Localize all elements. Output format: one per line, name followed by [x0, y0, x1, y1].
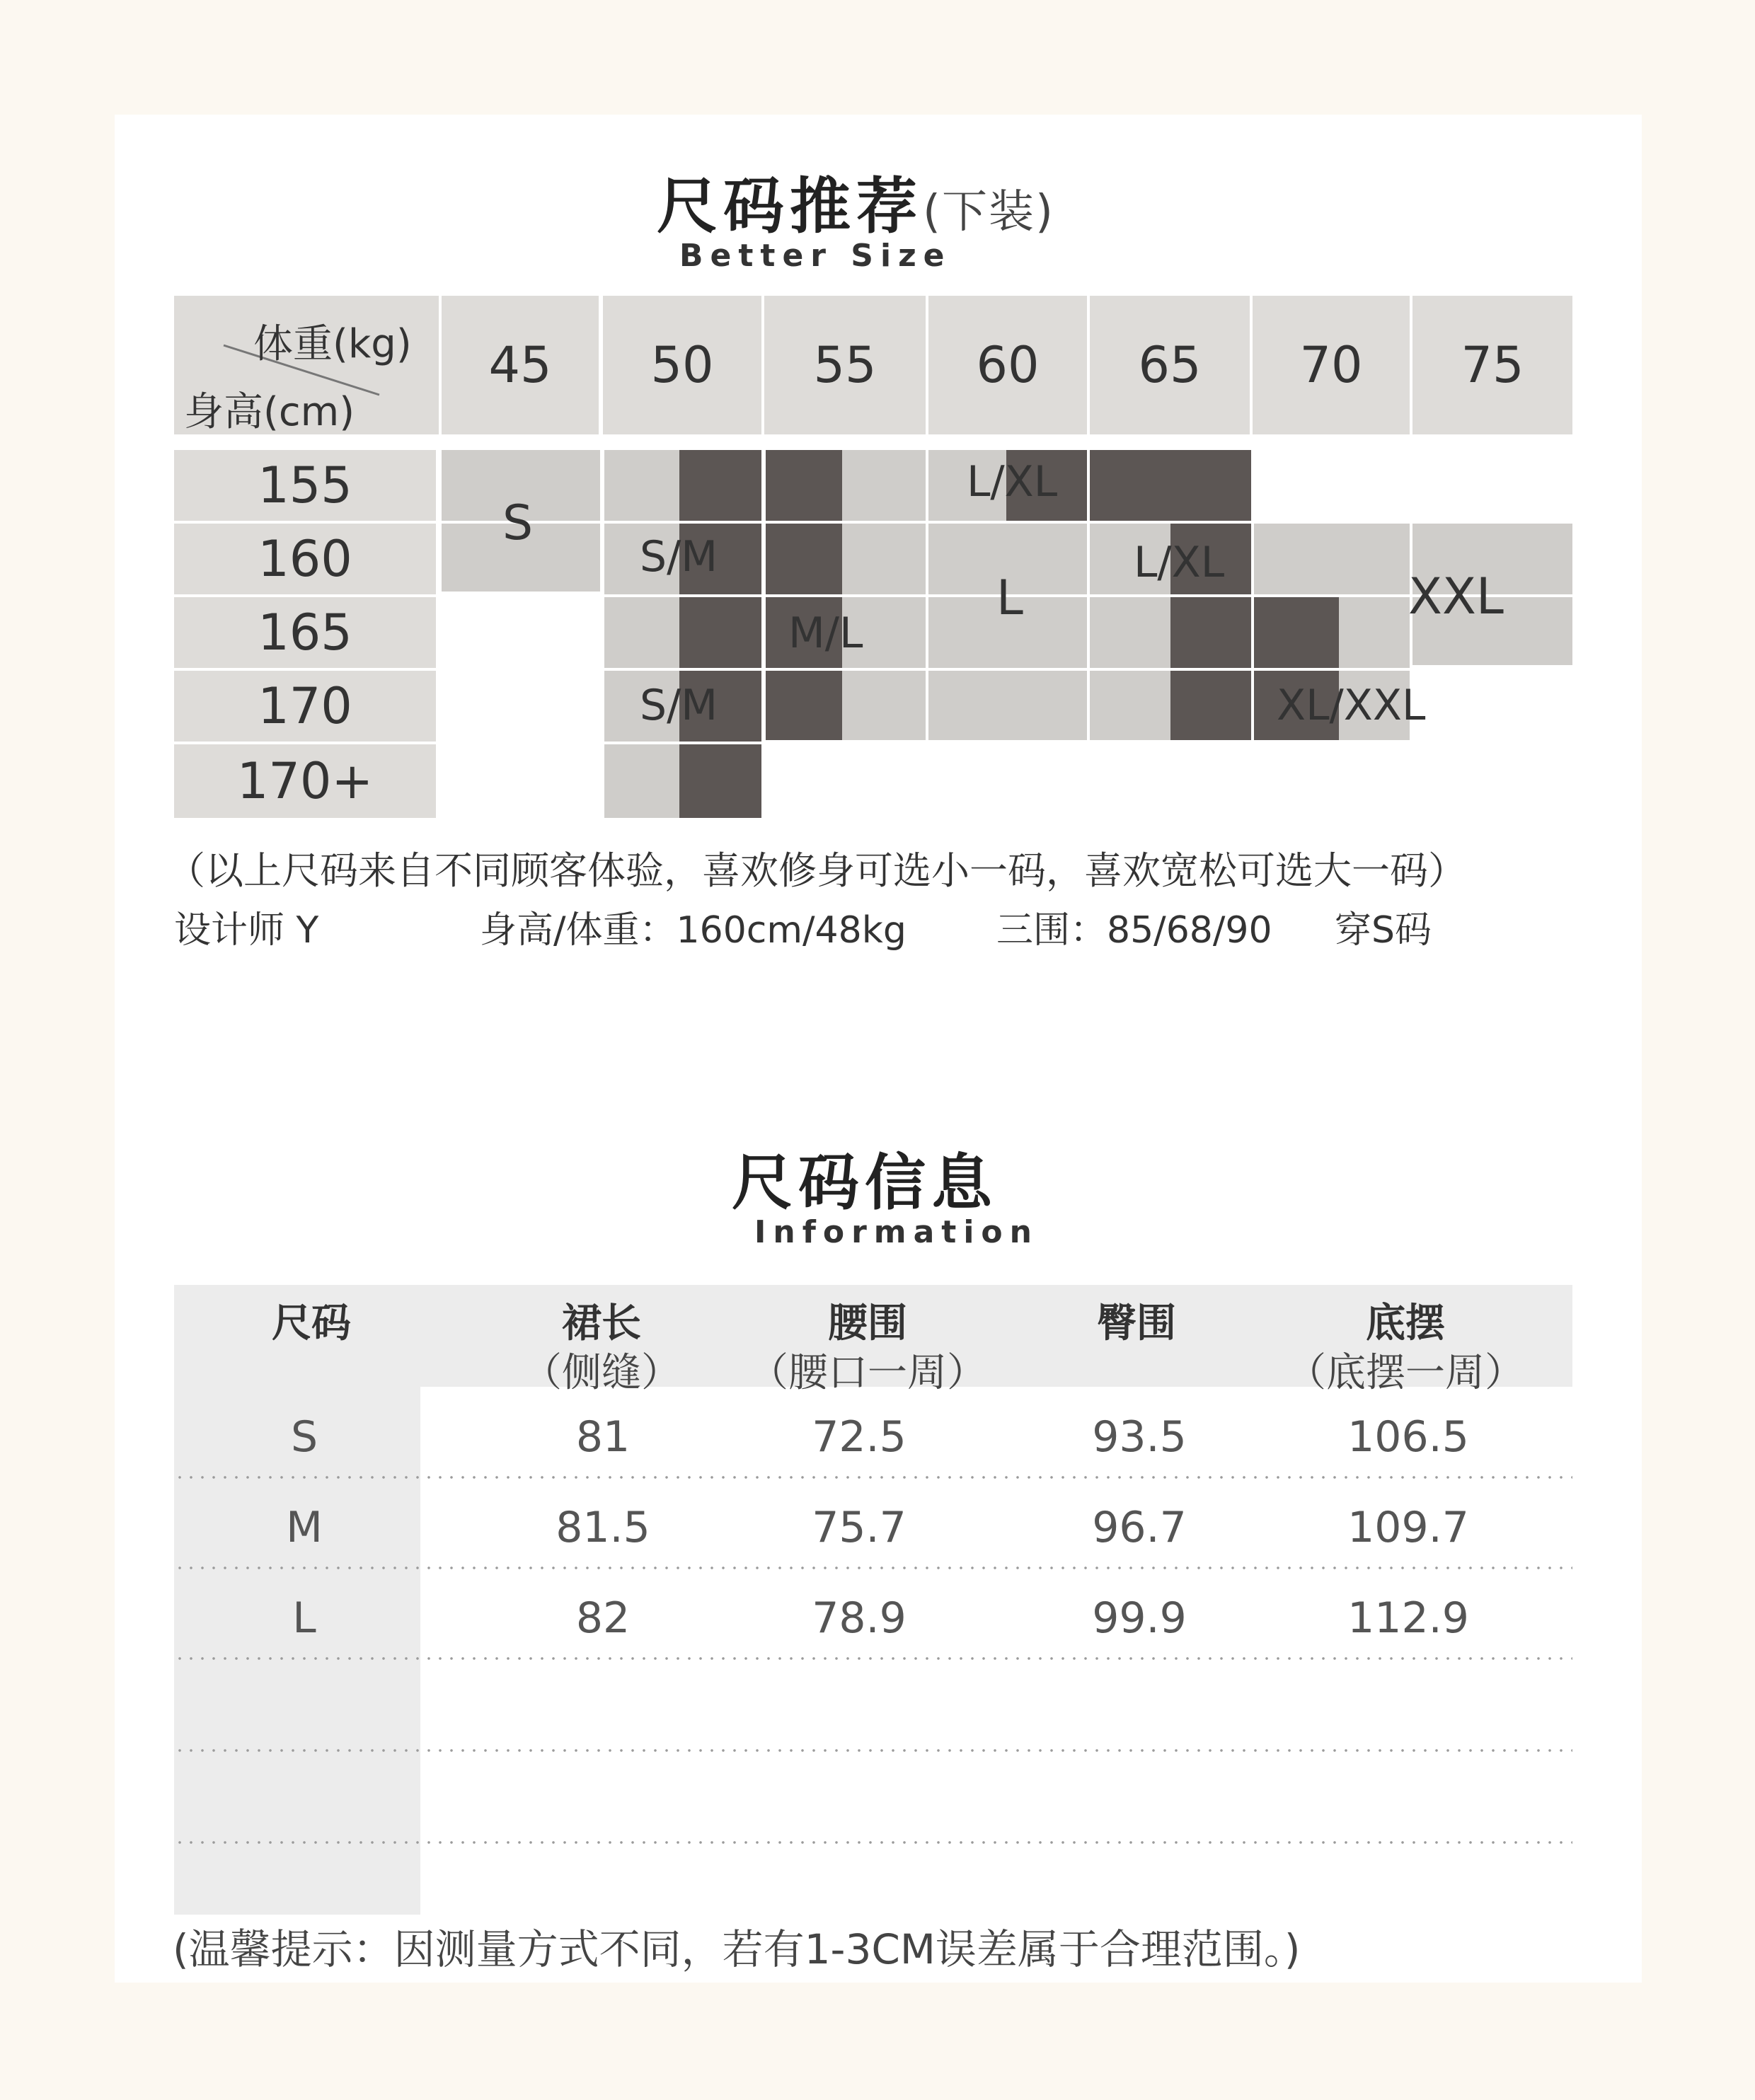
- col-header-length-sub: （侧缝）: [522, 1350, 681, 1396]
- size-label-s: S: [502, 495, 534, 551]
- size-label-sm-170: S/M: [640, 681, 718, 730]
- row-s-length: 81: [575, 1412, 631, 1462]
- grid-line-3: [604, 668, 1410, 671]
- grid-line-4: [604, 742, 761, 744]
- size-label-sm-160: [640, 532, 718, 582]
- recommend-title: [657, 157, 1054, 245]
- height-header-170-plus: 170+: [174, 744, 436, 818]
- recommend-subtitle: Better Size: [679, 238, 952, 274]
- recommend-title-suffix: (下装): [923, 186, 1054, 238]
- col-header-size: 尺码: [272, 1300, 351, 1346]
- size-label-lxl-155: L/XL: [967, 457, 1058, 507]
- row-s-size: S: [290, 1412, 318, 1462]
- row-s-hem: 106.5: [1347, 1412, 1469, 1462]
- weight-header-60: 60: [928, 296, 1087, 434]
- row-divider: [174, 1841, 1572, 1844]
- row-divider: [174, 1567, 1572, 1569]
- size-block-col60-light-lower: [1006, 524, 1087, 740]
- weight-header-65: 65: [1090, 296, 1250, 434]
- weight-header-55: 55: [764, 296, 926, 434]
- row-l-hem: 112.9: [1347, 1593, 1469, 1643]
- size-block-col50-dark: [679, 450, 761, 818]
- height-header-155: 155: [174, 450, 436, 521]
- height-header-160: 160: [174, 524, 436, 594]
- row-m-hip: 96.7: [1092, 1503, 1187, 1552]
- designer-body: 身高/体重：160cm/48kg: [480, 909, 907, 952]
- size-label-ml: M/L: [788, 608, 863, 658]
- row-divider: [174, 1749, 1572, 1752]
- size-label-xxl: XXL: [1408, 567, 1504, 625]
- info-subtitle: Information: [754, 1214, 1039, 1250]
- row-m-size: M: [286, 1503, 323, 1552]
- row-l-length: 82: [575, 1593, 631, 1643]
- row-s-waist: 72.5: [812, 1412, 907, 1462]
- col-header-length: 裙长: [562, 1300, 641, 1346]
- row-m-length: 81.5: [556, 1503, 650, 1552]
- size-label-sm-160-text: S/M: [640, 532, 718, 582]
- row-l-waist: 78.9: [812, 1593, 907, 1643]
- col-header-hem-sub: （底摆一周）: [1287, 1350, 1524, 1396]
- row-m-waist: 75.7: [812, 1503, 907, 1552]
- size-block-col50-light: [604, 450, 679, 818]
- measurement-tip: (温馨提示：因测量方式不同，若有1-3CM误差属于合理范围。): [173, 1925, 1301, 1973]
- weight-axis-label: 体重(kg): [253, 321, 412, 367]
- size-block-col70-light-top: [1254, 524, 1410, 594]
- info-title: 尺码信息: [732, 1148, 998, 1218]
- weight-header-75: 75: [1412, 296, 1572, 434]
- size-label-l: L: [996, 570, 1023, 626]
- height-header-170: 170: [174, 671, 436, 742]
- weight-header-45: 45: [442, 296, 599, 434]
- row-l-hip: 99.9: [1092, 1593, 1187, 1643]
- grid-line-1: [442, 521, 1572, 524]
- designer-measures: 三围：85/68/90: [996, 909, 1272, 952]
- row-divider: [174, 1476, 1572, 1479]
- height-axis-label: 身高(cm): [184, 389, 355, 435]
- designer-wears: 穿S码: [1335, 909, 1432, 952]
- weight-header-50: 50: [603, 296, 761, 434]
- size-block-col65-dark-top: [1090, 450, 1251, 521]
- row-divider: [174, 1657, 1572, 1660]
- grid-corner-header: [174, 296, 439, 434]
- col-header-waist-sub: （腰口一周）: [749, 1350, 986, 1396]
- row-s-hip: 93.5: [1092, 1412, 1187, 1462]
- size-label-lxl-160: L/XL: [1134, 538, 1225, 587]
- row-m-hem: 109.7: [1347, 1503, 1469, 1552]
- weight-header-70: 70: [1253, 296, 1410, 434]
- height-header-165: 165: [174, 597, 436, 668]
- row-l-size: L: [292, 1593, 316, 1643]
- recommend-title-text: 尺码推荐: [657, 171, 923, 242]
- size-note: （以上尺码来自不同顾客体验，喜欢修身可选小一码，喜欢宽松可选大一码）: [167, 848, 1466, 893]
- col-header-waist: 腰围: [828, 1300, 907, 1346]
- size-label-xlxxl: XL/XXL: [1277, 681, 1426, 730]
- designer-name: 设计师 Y: [174, 909, 319, 952]
- col-header-hem: 底摆: [1366, 1300, 1445, 1346]
- col-header-hip: 臀围: [1097, 1300, 1176, 1346]
